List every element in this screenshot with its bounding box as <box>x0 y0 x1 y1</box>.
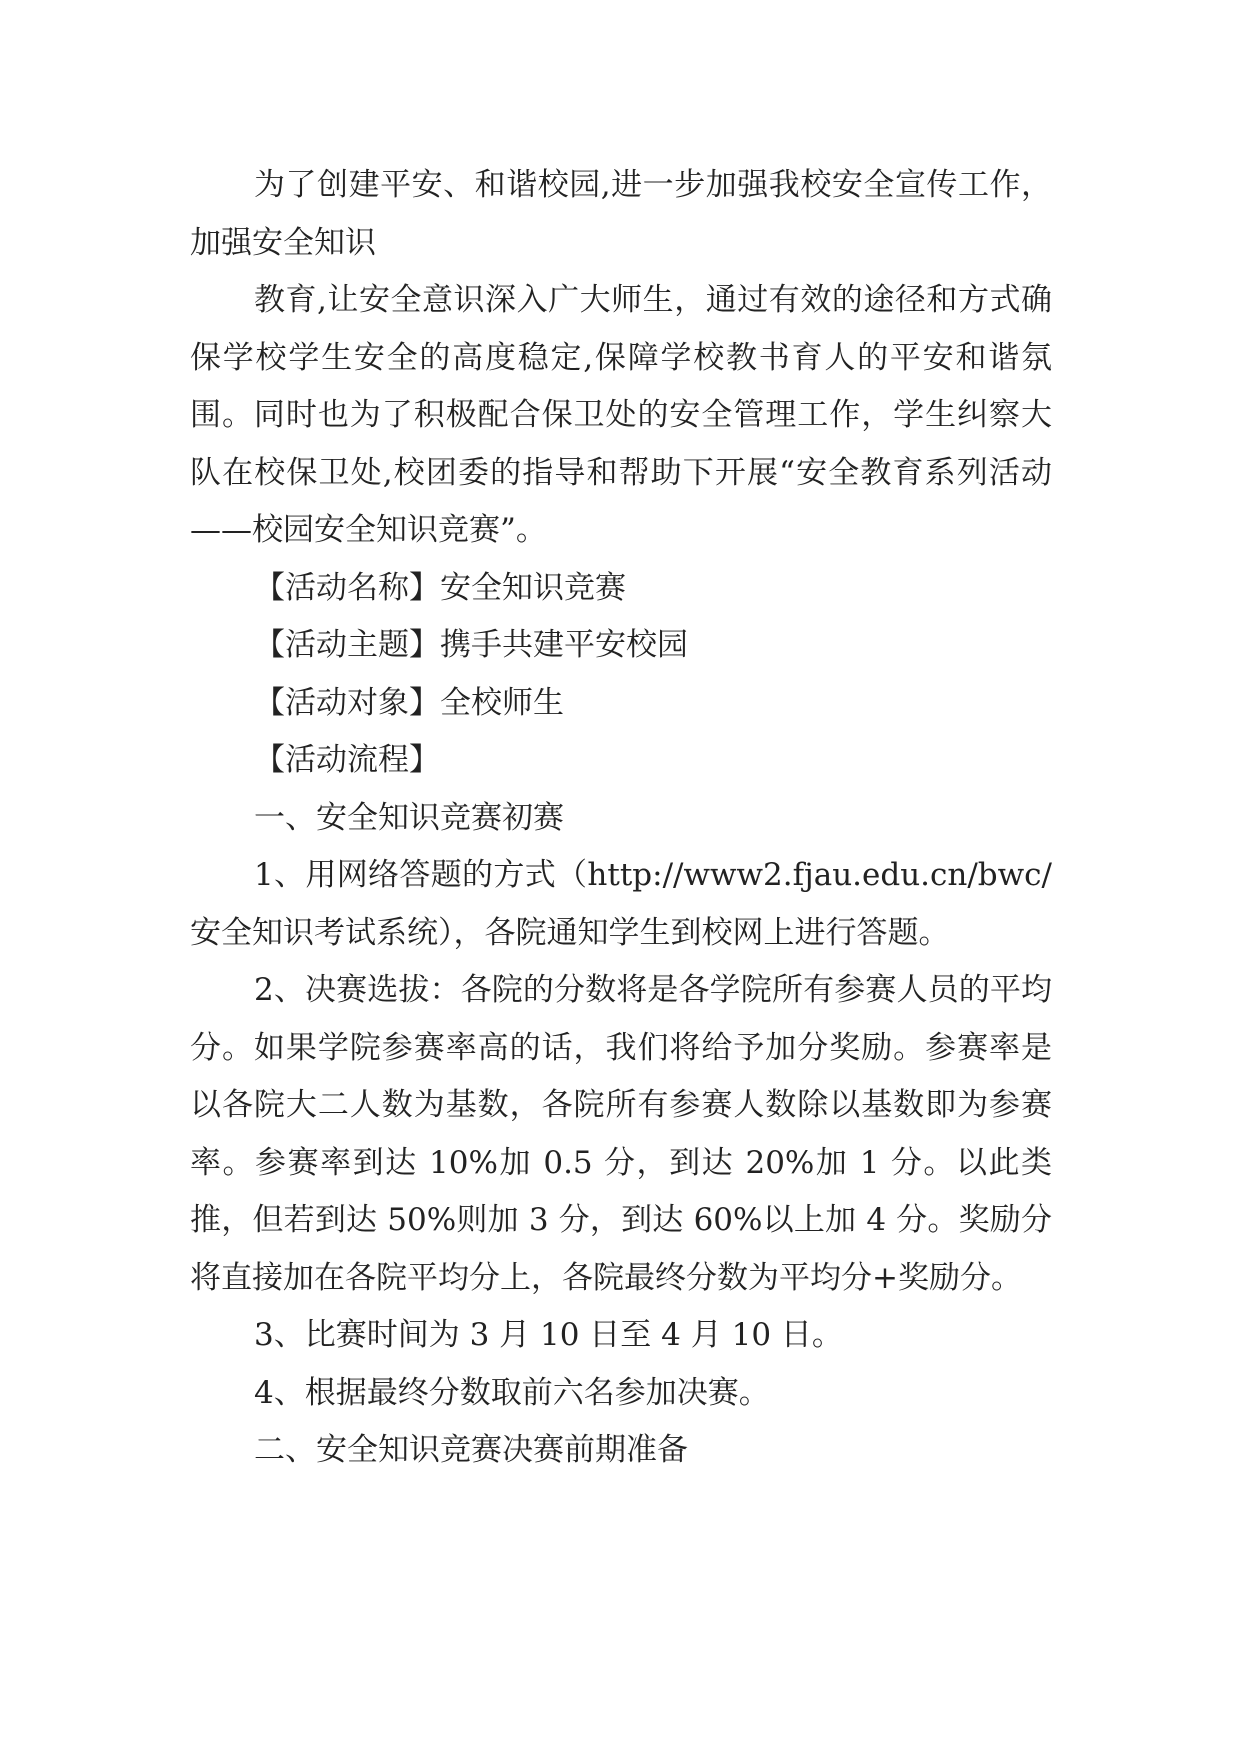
preliminary-item-3: 3、比赛时间为 3 月 10 日至 4 月 10 日。 <box>254 1317 843 1353</box>
intro-paragraph-2: 教育,让安全意识深入广大师生，通过有效的途径和方式确保学校学生安全的高度稳定,保障学校教书育人的平安和谐氛围。同时也为了积极配合保卫处的安全管理工作，学生纠察大队在校保卫处,校团委的指导和帮助下开展“安全教育系列活动——校园安全知识竞赛”。 <box>190 282 1052 548</box>
document-body <box>190 157 1052 1480</box>
intro-paragraph-1: 为了创建平安、和谐校园,进一步加强我校安全宣传工作，加强安全知识 <box>190 167 1052 261</box>
activity-process-heading: 【活动流程】 <box>254 742 440 778</box>
preliminary-item-2: 2、决赛选拔：各院的分数将是各学院所有参赛人员的平均分。如果学院参赛率高的话，我们将给予加分奖励。参赛率是以各院大二人数为基数，各院所有参赛人数除以基数即为参赛率。参赛率到达 10%加 0.5 分，到达 20%加 1 分。以此类推，但若到达 50%则加 3 分，到达 60%以上加 4 分。奖励分将直接加在各院平均分上，各院最终分数为平均分+奖励分。 <box>190 972 1052 1296</box>
preliminary-item-1: 1、用网络答题的方式（http://www2.fjau.edu.cn/bwc/安全知识考试系统），各院通知学生到校网上进行答题。 <box>190 857 1052 951</box>
preliminary-item-4: 4、根据最终分数取前六名参加决赛。 <box>254 1374 770 1411</box>
activity-audience: 【活动对象】全校师生 <box>254 684 564 721</box>
activity-name: 【活动名称】安全知识竞赛 <box>254 569 626 606</box>
section-heading-preliminary: 一、安全知识竞赛初赛 <box>254 799 564 836</box>
section-heading-final-prep: 二、安全知识竞赛决赛前期准备 <box>254 1432 688 1468</box>
activity-theme: 【活动主题】携手共建平安校园 <box>254 627 688 663</box>
